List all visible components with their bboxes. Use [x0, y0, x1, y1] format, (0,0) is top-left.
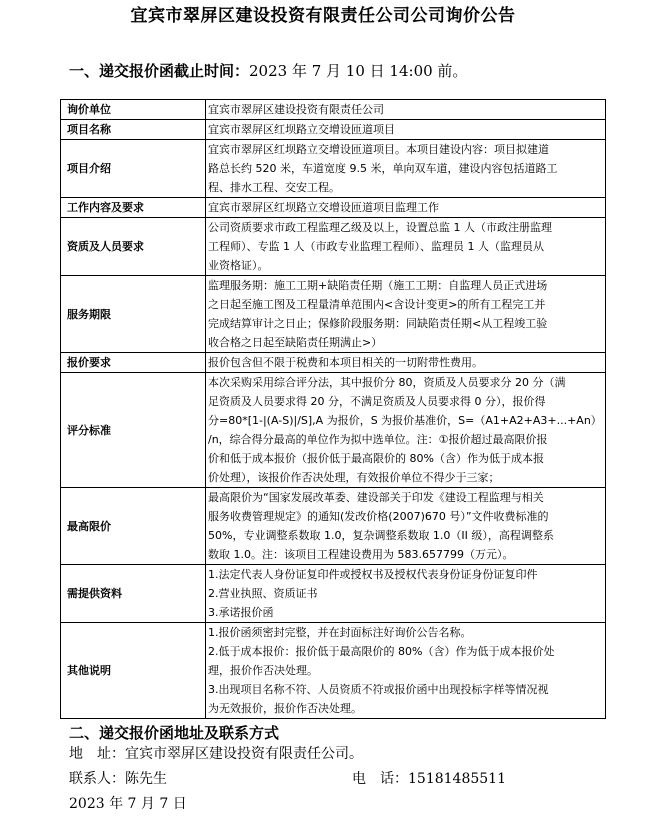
table-row [61, 623, 606, 719]
row-label: 需提供资料 [61, 565, 206, 623]
table-row [61, 565, 606, 623]
row-label: 其他说明 [61, 623, 206, 719]
row-value-line: 宜宾市翠屏区红坝路立交增设匝道项目。本项目建设内容：项目拟建道 [208, 143, 549, 156]
row-value-line: 价处理），该报价作否决处理，有效报价单位不得少于三家； [208, 471, 500, 484]
row-label: 询价单位 [61, 100, 206, 120]
row-value [206, 100, 606, 120]
table-row [61, 276, 606, 353]
table-row [61, 488, 606, 565]
row-label: 项目名称 [61, 120, 206, 140]
row-value-line: 为无效报价，报价作否决处理。 [208, 702, 362, 715]
row-value-line: 公司资质要求市政工程监理乙级及以上，设置总监 1 人（市政注册监理 [208, 221, 552, 234]
row-value [206, 373, 606, 488]
row-value-line: 报价包含但不限于税费和本项目相关的一切附带性费用。 [208, 356, 483, 369]
row-value-line: 工程师）、专监 1 人（市政专业监理工程师）、监理员 1 人（监理员从 [208, 240, 544, 253]
row-value [206, 276, 606, 353]
row-value-line: 50%，专业调整系数取 1.0，复杂调整系数取 1.0（II 级），高程调整系 [208, 529, 554, 542]
row-value-line: 2.营业执照、资质证书 [208, 587, 318, 600]
row-value [206, 198, 606, 218]
row-value-line: 1.法定代表人身份证复印件或授权书及授权代表身份证身份证复印件 [208, 568, 538, 581]
row-value-line: 最高限价为“国家发展改革委、建设部关于印发《建设工程监理与相关 [208, 491, 544, 504]
row-value-line: 监理服务期：施工工期+缺陷责任期（施工工期：自监理人员正式进场 [208, 279, 548, 292]
table-row [61, 100, 606, 120]
row-value-line: 理，报价作否决处理。 [208, 664, 318, 677]
table-row [61, 140, 606, 198]
row-label: 资质及人员要求 [61, 218, 206, 276]
row-value-line: 路总长约 520 米，车道宽度 9.5 米，单向双车道，建设内容包括道路工 [208, 162, 558, 175]
row-value-line: 宜宾市翠屏区建设投资有限责任公司 [208, 103, 384, 116]
row-value-line: 数取 1.0。注：该项目工程建设费用为 583.657799（万元）。 [208, 548, 514, 561]
contact-heading: 二、递交报价函地址及联系方式 [69, 724, 280, 742]
table-row [61, 373, 606, 488]
table-row [61, 120, 606, 140]
row-value-line: 完成结算审计之日止；保修阶段服务期：同缺陷责任期<从工程竣工验 [208, 317, 548, 330]
row-value [206, 353, 606, 373]
row-label: 报价要求 [61, 353, 206, 373]
row-value-line: 2.低于成本报价：报价低于最高限价的 80%（含）作为低于成本报价处 [208, 645, 555, 658]
row-value-line: 价和低于成本报价（报价低于最高限价的 80%（含）作为低于成本报 [208, 452, 544, 465]
deadline-section [69, 60, 467, 81]
row-value-line: 足资质及人员要求得 20 分，不满足资质及人员要求得 0 分），报价得 [208, 395, 546, 408]
table-row [61, 353, 606, 373]
row-value-line: 程、排水工程、交安工程。 [208, 181, 340, 194]
row-value-line: 服务收费管理规定》的通知(发改价格(2007)670 号）”文件收费标准的 [208, 510, 549, 523]
row-label: 最高限价 [61, 488, 206, 565]
row-value-line: /n，综合得分最高的单位作为拟中选单位。注：①报价超过最高限价报 [208, 433, 548, 446]
contact-person: 联系人：陈先生 [69, 771, 167, 787]
address-line: 地 址：宜宾市翠屏区建设投资有限责任公司。 [69, 746, 363, 762]
row-value [206, 488, 606, 565]
row-value [206, 140, 606, 198]
row-value-line: 1.报价函须密封完整，并在封面标注好询价公告名称。 [208, 626, 472, 639]
row-label: 工作内容及要求 [61, 198, 206, 218]
row-value-line: 宜宾市翠屏区红坝路立交增设匝道项目监理工作 [208, 201, 439, 214]
table-row [61, 218, 606, 276]
table-row [61, 198, 606, 218]
row-value [206, 623, 606, 719]
row-value-line: 之日起至施工图及工程量清单范围内<含设计变更>的所有工程完工并 [208, 298, 546, 311]
contact-phone: 电 话：15181485511 [352, 771, 506, 787]
deadline-heading: 一、递交报价函截止时间： [69, 62, 250, 80]
row-value [206, 120, 606, 140]
row-label: 服务期限 [61, 276, 206, 353]
row-value-line: 业资格证）。 [208, 259, 269, 272]
row-label: 项目介绍 [61, 140, 206, 198]
deadline-value: 2023 年 7 月 10 日 14:00 前。 [249, 62, 468, 80]
row-value [206, 218, 606, 276]
row-value-line: 3.承诺报价函 [208, 606, 274, 619]
row-value-line: 3.出现项目名称不符、人员资质不符或报价函中出现投标字样等情况视 [208, 683, 549, 696]
row-value [206, 565, 606, 623]
row-value-line: 宜宾市翠屏区红坝路立交增设匝道项目 [208, 123, 395, 136]
row-value-line: 收合格之日起至缺陷责任期满止>） [208, 336, 383, 349]
row-label: 评分标准 [61, 373, 206, 488]
row-value-line: 本次采购采用综合评分法，其中报价分 80，资质及人员要求分 20 分（满 [208, 376, 566, 389]
inquiry-table [60, 99, 606, 719]
notice-date: 2023 年 7 月 7 日 [69, 796, 187, 812]
row-value-line: 分=80*[1-|(A-S)|/S],A 为报价，S 为报价基准价，S=（A1+A2+A3+...+An） [208, 414, 602, 427]
page-title: 宜宾市翠屏区建设投资有限责任公司公司询价公告 [130, 6, 516, 26]
